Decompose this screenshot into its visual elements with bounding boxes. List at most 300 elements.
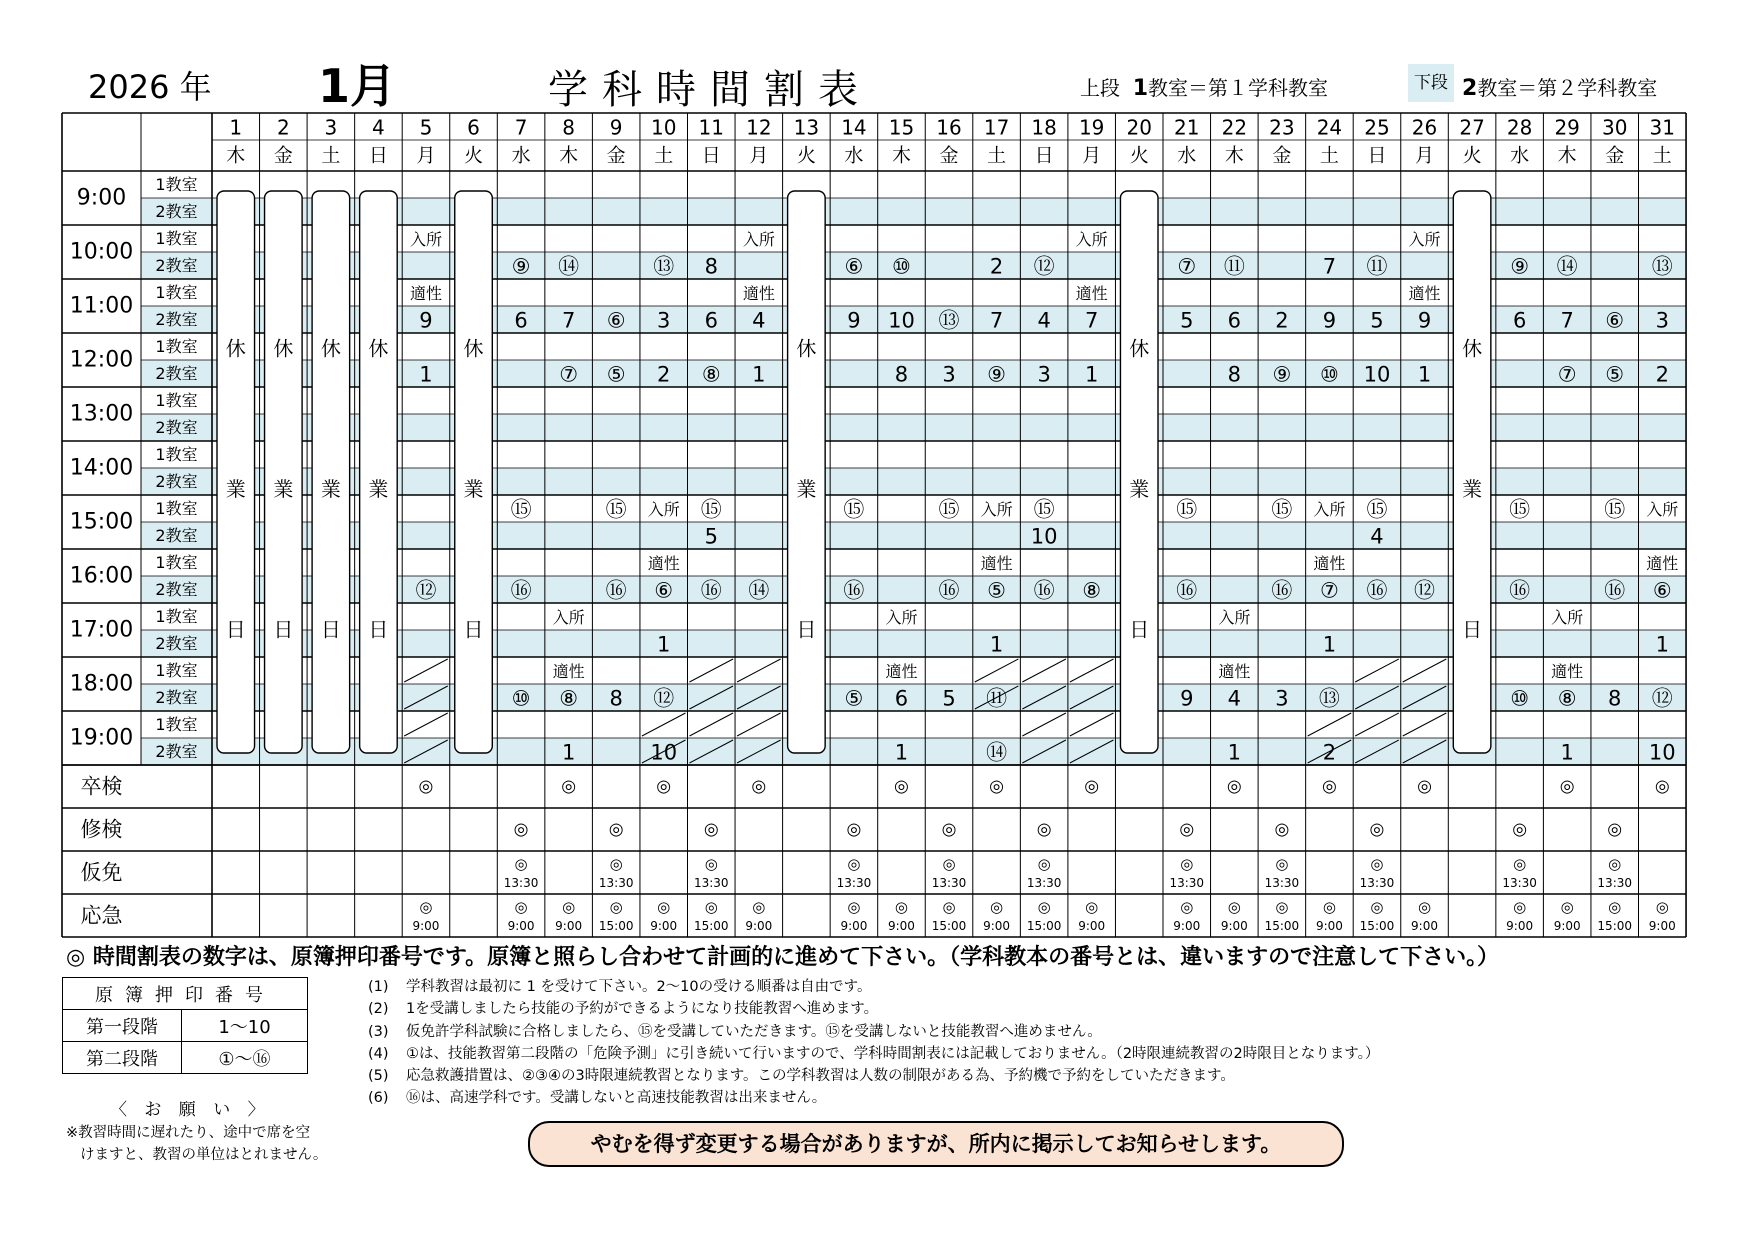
weekday: 土 [987, 144, 1007, 167]
day-number: 15 [888, 115, 915, 140]
timetable-note: ◎ 時間割表の数字は、原簿押印番号です。原簿と照らし合わせて計画的に進めて下さい。（学科教本の番号とは、違いますので注意して下さい。） [66, 945, 1500, 970]
schedule-cell: ⑪ [1223, 254, 1245, 279]
time-label: 14:00 [69, 455, 134, 481]
day-number: 3 [324, 115, 338, 140]
day-number: 21 [1174, 115, 1200, 140]
schedule-cell: ⑪ [1366, 254, 1388, 279]
hatch-mark [690, 659, 734, 682]
schedule-cell: ⑮ [1604, 497, 1626, 522]
schedule-cell: 1 [1560, 740, 1574, 765]
weekday: 木 [1557, 144, 1577, 167]
schedule-cell: ⑯ [700, 578, 722, 603]
schedule-cell: 適性 [409, 284, 442, 303]
schedule-cell: 入所 [1313, 500, 1346, 519]
room-label: 2教室 [155, 418, 198, 437]
schedule-cell: 1 [1655, 632, 1669, 657]
schedule-cell: ⑫ [1033, 254, 1055, 279]
schedule-cell: 入所 [647, 500, 680, 519]
schedule-cell: 4 [1227, 686, 1242, 711]
exam-mark: ◎ [1513, 855, 1527, 873]
request-line: けますと、教習の単位はとれません。 [80, 1147, 328, 1163]
room-label: 1教室 [155, 553, 198, 572]
schedule-cell: 8 [704, 254, 718, 279]
schedule-cell: ⑯ [1604, 578, 1626, 603]
schedule-cell: ⑥ [606, 308, 626, 333]
schedule-cell: ⑧ [701, 362, 721, 387]
exam-mark: ◎ [1560, 898, 1574, 916]
note-text: 学科教習は最初に 1 を受けて下さい。2～10の受ける順番は自由です。 [406, 979, 872, 995]
schedule-cell: 7 [989, 308, 1004, 333]
schedule-cell: 入所 [552, 608, 585, 627]
exam-time: 9:00 [1553, 919, 1581, 933]
day-number: 17 [983, 115, 1010, 140]
room-label: 1教室 [155, 175, 198, 194]
weekday: 火 [1129, 144, 1149, 167]
schedule-cell: ⑤ [1605, 362, 1625, 387]
schedule-cell: 適性 [1218, 662, 1251, 681]
closed-day-label: 休 [320, 336, 341, 361]
day-number: 16 [936, 115, 962, 140]
note-num: (5) [368, 1068, 389, 1085]
schedule-cell: 9 [1322, 308, 1337, 333]
day-number: 28 [1506, 115, 1533, 140]
schedule-cell: ⑮ [843, 497, 865, 522]
schedule-cell: ⑯ [1033, 578, 1055, 603]
exam-row-label: 卒検 [80, 774, 123, 799]
exam-time: 13:30 [598, 876, 634, 890]
day-number: 23 [1269, 115, 1295, 140]
exam-mark: ◎ [656, 776, 672, 797]
schedule-cell: 適性 [1646, 554, 1679, 573]
schedule-cell: 5 [704, 524, 718, 549]
schedule-cell: 入所 [1075, 230, 1108, 249]
hatch-mark [642, 713, 686, 736]
weekday: 日 [701, 144, 721, 167]
closed-day-label: 業 [368, 476, 389, 501]
code-row-label: 第一段階 [63, 1010, 182, 1042]
schedule-cell: 10 [1363, 362, 1391, 387]
schedule-cell: 3 [657, 308, 671, 333]
schedule-cell: 入所 [885, 608, 918, 627]
closed-day-pill [265, 191, 303, 753]
room-label: 2教室 [155, 580, 198, 599]
exam-mark: ◎ [1513, 898, 1527, 916]
exam-mark: ◎ [703, 819, 719, 840]
schedule-cell: 入所 [1408, 230, 1441, 249]
schedule-cell: 8 [894, 362, 909, 387]
closed-day-label: 休 [368, 336, 389, 361]
time-label: 11:00 [69, 293, 134, 319]
schedule-cell: ⑮ [1271, 497, 1293, 522]
exam-row-label: 応急 [80, 903, 123, 928]
exam-mark: ◎ [847, 898, 861, 916]
closed-day-label: 日 [463, 617, 484, 642]
exam-time: 13:30 [1597, 876, 1633, 890]
exam-time: 13:30 [693, 876, 729, 890]
schedule-cell: 6 [1227, 308, 1242, 333]
day-number: 12 [746, 115, 772, 140]
schedule-cell: 9 [847, 308, 861, 333]
page-title: 学科時間割表 [548, 67, 872, 113]
weekday: 土 [1319, 144, 1339, 167]
schedule-cell: ⑥ [844, 254, 864, 279]
room-label: 2教室 [155, 634, 198, 653]
time-label: 17:00 [69, 617, 134, 643]
legend-upper-text: 教室＝第１学科教室 [1148, 76, 1329, 100]
room-label: 1教室 [155, 337, 198, 356]
schedule-cell: 1 [561, 740, 576, 765]
weekday: 月 [749, 144, 769, 167]
day-number: 5 [419, 115, 433, 140]
weekday: 水 [1510, 144, 1530, 167]
schedule-cell: 1 [1417, 362, 1432, 387]
schedule-cell: 10 [1030, 524, 1058, 549]
hatch-mark [690, 713, 734, 736]
room-label: 2教室 [155, 310, 198, 329]
schedule-cell: 2 [1322, 740, 1337, 765]
exam-time: 9:00 [412, 919, 440, 933]
exam-mark: ◎ [1085, 898, 1099, 916]
room-label: 1教室 [155, 607, 198, 626]
time-label: 18:00 [69, 671, 134, 697]
weekday: 木 [226, 144, 246, 167]
schedule-cell: 8 [609, 686, 623, 711]
schedule-cell: 1 [1084, 362, 1099, 387]
room-label: 1教室 [155, 445, 198, 464]
exam-mark: ◎ [846, 819, 862, 840]
schedule-cell: 5 [1370, 308, 1384, 333]
schedule-cell: 1 [752, 362, 766, 387]
room-label: 1教室 [155, 499, 198, 518]
time-label: 13:00 [69, 401, 134, 427]
weekday: 日 [1034, 144, 1054, 167]
closed-day-label: 休 [1462, 336, 1483, 361]
closed-day-label: 業 [796, 476, 817, 501]
exam-mark: ◎ [989, 776, 1004, 797]
exam-time: 15:00 [931, 919, 967, 933]
schedule-cell: 1 [657, 632, 671, 657]
time-label: 9:00 [76, 185, 127, 211]
exam-mark: ◎ [1512, 819, 1528, 840]
exam-mark: ◎ [1180, 898, 1194, 916]
schedule-cell: 入所 [409, 230, 442, 249]
day-number: 30 [1601, 115, 1628, 140]
exam-mark: ◎ [1370, 898, 1384, 916]
room-label: 2教室 [155, 256, 198, 275]
code-row-label: 第二段階 [63, 1042, 182, 1074]
day-number: 24 [1316, 115, 1343, 140]
schedule-cell: 適性 [742, 284, 775, 303]
exam-time: 9:00 [555, 919, 583, 933]
schedule-cell: ⑬ [653, 254, 675, 279]
hatch-mark [1403, 659, 1447, 682]
time-label: 19:00 [69, 725, 134, 751]
day-number: 13 [793, 115, 820, 140]
day-number: 10 [650, 115, 677, 140]
schedule-cell: ⑩ [1510, 686, 1530, 711]
closed-day-label: 休 [463, 336, 484, 361]
time-label: 15:00 [69, 509, 134, 535]
day-number: 19 [1078, 115, 1105, 140]
exam-mark: ◎ [418, 776, 434, 797]
exam-mark: ◎ [1417, 776, 1432, 797]
schedule-cell: ⑯ [1509, 578, 1531, 603]
exam-time: 9:00 [1506, 919, 1534, 933]
schedule-cell: ⑥ [1652, 578, 1672, 603]
exam-mark: ◎ [1037, 855, 1051, 873]
schedule-cell: ⑯ [1271, 578, 1293, 603]
exam-mark: ◎ [751, 776, 767, 797]
exam-time: 9:00 [983, 919, 1011, 933]
day-number: 18 [1031, 115, 1057, 140]
schedule-cell: ⑯ [938, 578, 960, 603]
room-label: 2教室 [155, 742, 198, 761]
hatch-mark [1070, 713, 1114, 736]
legend-lower-label: 下段 [1408, 64, 1454, 102]
time-label: 16:00 [69, 563, 134, 589]
schedule-cell: ⑧ [1082, 578, 1102, 603]
weekday: 月 [1082, 144, 1102, 167]
request-line: ※教習時間に遅れたり、途中で席を空 [66, 1125, 311, 1141]
day-number: 31 [1649, 115, 1676, 140]
schedule-cell: 6 [704, 308, 718, 333]
exam-time: 13:30 [1169, 876, 1205, 890]
exam-time: 15:00 [598, 919, 634, 933]
schedule-cell: 6 [894, 686, 909, 711]
closed-day-label: 日 [1462, 617, 1483, 642]
schedule-cell: ⑮ [1366, 497, 1388, 522]
month: 1月 [318, 59, 397, 113]
closed-day-label: 休 [796, 336, 817, 361]
day-number: 29 [1554, 115, 1580, 140]
exam-mark: ◎ [1369, 819, 1385, 840]
note-item [368, 1021, 1379, 1043]
schedule-cell: ⑨ [1510, 254, 1530, 279]
exam-mark: ◎ [942, 898, 956, 916]
schedule-cell: 1 [989, 632, 1004, 657]
note-item [368, 1087, 1379, 1109]
exam-mark: ◎ [513, 819, 529, 840]
exam-time: 15:00 [1026, 919, 1062, 933]
closed-day-label: 休 [1129, 336, 1150, 361]
room-label: 2教室 [155, 472, 198, 491]
schedule-cell: 7 [1084, 308, 1099, 333]
exam-mark: ◎ [561, 776, 577, 797]
closed-day-pill [217, 191, 255, 753]
schedule-cell: ⑮ [1176, 497, 1198, 522]
day-number: 26 [1411, 115, 1438, 140]
schedule-cell: 適性 [1551, 662, 1584, 681]
room-label: 2教室 [155, 202, 198, 221]
hatch-mark [737, 659, 781, 682]
schedule-cell: 9 [1417, 308, 1432, 333]
schedule-cell: 6 [1512, 308, 1527, 333]
schedule-cell: ⑭ [1556, 254, 1578, 279]
schedule-cell: ⑤ [606, 362, 626, 387]
weekday: 火 [464, 144, 484, 167]
time-label: 10:00 [69, 239, 134, 265]
exam-mark: ◎ [1037, 898, 1051, 916]
exam-mark: ◎ [1275, 898, 1289, 916]
exam-mark: ◎ [942, 855, 956, 873]
legend-upper-num: 1 [1132, 76, 1149, 101]
day-number: 1 [229, 115, 243, 140]
room-label: 2教室 [155, 364, 198, 383]
exam-mark: ◎ [704, 898, 718, 916]
exam-mark: ◎ [419, 898, 433, 916]
note-item [368, 976, 1379, 998]
schedule-cell: ⑯ [510, 578, 532, 603]
exam-mark: ◎ [1274, 819, 1290, 840]
note-num: (4) [368, 1045, 389, 1062]
schedule-cell: 7 [1560, 308, 1574, 333]
schedule-cell: ⑯ [1176, 578, 1198, 603]
hatch-mark [1355, 659, 1399, 682]
closed-day-pill [360, 191, 398, 753]
exam-row-label: 修検 [80, 817, 123, 842]
day-number: 20 [1126, 115, 1152, 140]
weekday: 土 [321, 144, 341, 167]
schedule-cell: 3 [1037, 362, 1051, 387]
exam-mark: ◎ [609, 898, 623, 916]
schedule-cell: 適性 [1313, 554, 1346, 573]
day-number: 7 [514, 115, 528, 140]
exam-mark: ◎ [562, 898, 576, 916]
schedule-cell: 4 [1370, 524, 1384, 549]
weekday: 木 [1224, 144, 1244, 167]
exam-time: 13:30 [836, 876, 872, 890]
closed-day-label: 日 [1129, 617, 1150, 642]
exam-time: 13:30 [503, 876, 539, 890]
weekday: 日 [1367, 144, 1387, 167]
schedule-cell: ⑨ [511, 254, 531, 279]
exam-time: 9:00 [1173, 919, 1201, 933]
schedule-cell: ⑦ [1557, 362, 1577, 387]
schedule-cell: 7 [1322, 254, 1337, 279]
closed-day-pill [1453, 191, 1491, 753]
schedule-cell: 6 [514, 308, 528, 333]
day-number: 4 [372, 115, 385, 140]
schedule-cell: 適性 [885, 662, 918, 681]
exam-mark: ◎ [1322, 776, 1337, 797]
schedule-cell: ⑬ [938, 308, 960, 333]
schedule-cell: 10 [1648, 740, 1676, 765]
schedule-cell: 1 [419, 362, 433, 387]
weekday: 火 [796, 144, 816, 167]
exam-mark: ◎ [752, 898, 766, 916]
closed-day-pill [1120, 191, 1158, 753]
exam-time: 9:00 [1411, 919, 1439, 933]
exam-time: 15:00 [1264, 919, 1300, 933]
exam-mark: ◎ [894, 898, 909, 916]
day-number: 8 [562, 115, 575, 140]
weekday: 水 [844, 144, 864, 167]
schedule-cell: 4 [752, 308, 766, 333]
exam-mark: ◎ [990, 898, 1004, 916]
schedule-cell: 適性 [1408, 284, 1441, 303]
room-label: 1教室 [155, 283, 198, 302]
day-number: 11 [698, 115, 725, 140]
hatch-mark [975, 659, 1019, 682]
hatch-mark [1070, 659, 1114, 682]
weekday: 金 [1605, 144, 1625, 167]
exam-mark: ◎ [847, 855, 861, 873]
closed-day-label: 日 [273, 617, 294, 642]
exam-mark: ◎ [1036, 819, 1052, 840]
exam-mark: ◎ [1084, 776, 1100, 797]
schedule-cell: 5 [1180, 308, 1194, 333]
room-label: 2教室 [155, 688, 198, 707]
exam-mark: ◎ [657, 898, 671, 916]
schedule-cell: ⑯ [1366, 578, 1388, 603]
closed-day-label: 業 [225, 476, 246, 501]
schedule-cell: ⑩ [1320, 362, 1339, 387]
request-heading: 〈 お 願 い 〉 [110, 1100, 271, 1120]
note-text: ⑯は、高速学科です。受講しないと高速技能教習は出来ません。 [406, 1090, 827, 1107]
exam-mark: ◎ [1227, 898, 1241, 916]
schedule-cell: ⑨ [987, 362, 1006, 387]
schedule-cell: 1 [1322, 632, 1337, 657]
exam-mark: ◎ [1607, 819, 1623, 840]
exam-mark: ◎ [1654, 776, 1670, 797]
legend-upper-label: 上段 [1080, 76, 1120, 100]
schedule-cell: 10 [650, 740, 678, 765]
note-num: (2) [368, 1001, 389, 1018]
weekday: 日 [368, 144, 388, 167]
exam-mark: ◎ [1608, 898, 1622, 916]
weekday: 木 [559, 144, 579, 167]
schedule-cell: 入所 [1218, 608, 1251, 627]
exam-mark: ◎ [1655, 898, 1669, 916]
schedule-cell: 2 [1275, 308, 1289, 333]
schedule-cell: ⑩ [511, 686, 531, 711]
room-label: 2教室 [155, 526, 198, 545]
note-num: (1) [368, 979, 389, 995]
schedule-cell: 2 [1655, 362, 1669, 387]
hatch-mark [404, 659, 448, 682]
schedule-cell: ⑬ [1651, 254, 1673, 279]
day-number: 6 [467, 115, 480, 140]
day-number: 2 [276, 115, 290, 140]
schedule-cell: ⑮ [700, 497, 722, 522]
exam-mark: ◎ [1608, 855, 1622, 873]
weekday: 水 [1177, 144, 1197, 167]
closed-day-label: 業 [273, 476, 294, 501]
schedule-cell: ⑨ [1272, 362, 1292, 387]
notes-list [368, 976, 1379, 1110]
schedule-cell: ⑭ [558, 254, 580, 279]
exam-mark: ◎ [608, 819, 624, 840]
exam-mark: ◎ [1180, 855, 1194, 873]
schedule-cell: 3 [1275, 686, 1289, 711]
day-number: 22 [1221, 115, 1248, 140]
exam-time: 13:30 [1359, 876, 1395, 890]
schedule-cell: ⑤ [987, 578, 1006, 603]
exam-time: 15:00 [693, 919, 729, 933]
schedule-cell: ⑦ [1320, 578, 1339, 603]
note-num: (6) [368, 1090, 389, 1107]
closed-day-label: 業 [1129, 476, 1150, 501]
hatch-mark [404, 713, 448, 736]
note-num: (3) [368, 1023, 389, 1040]
legend-lower-num: 2 [1462, 76, 1478, 101]
closed-day-label: 業 [320, 476, 341, 501]
closed-day-label: 日 [796, 617, 817, 642]
weekday: 金 [273, 144, 293, 167]
exam-time: 9:00 [1078, 919, 1106, 933]
schedule-cell: ⑫ [653, 686, 675, 711]
exam-mark: ◎ [514, 898, 528, 916]
